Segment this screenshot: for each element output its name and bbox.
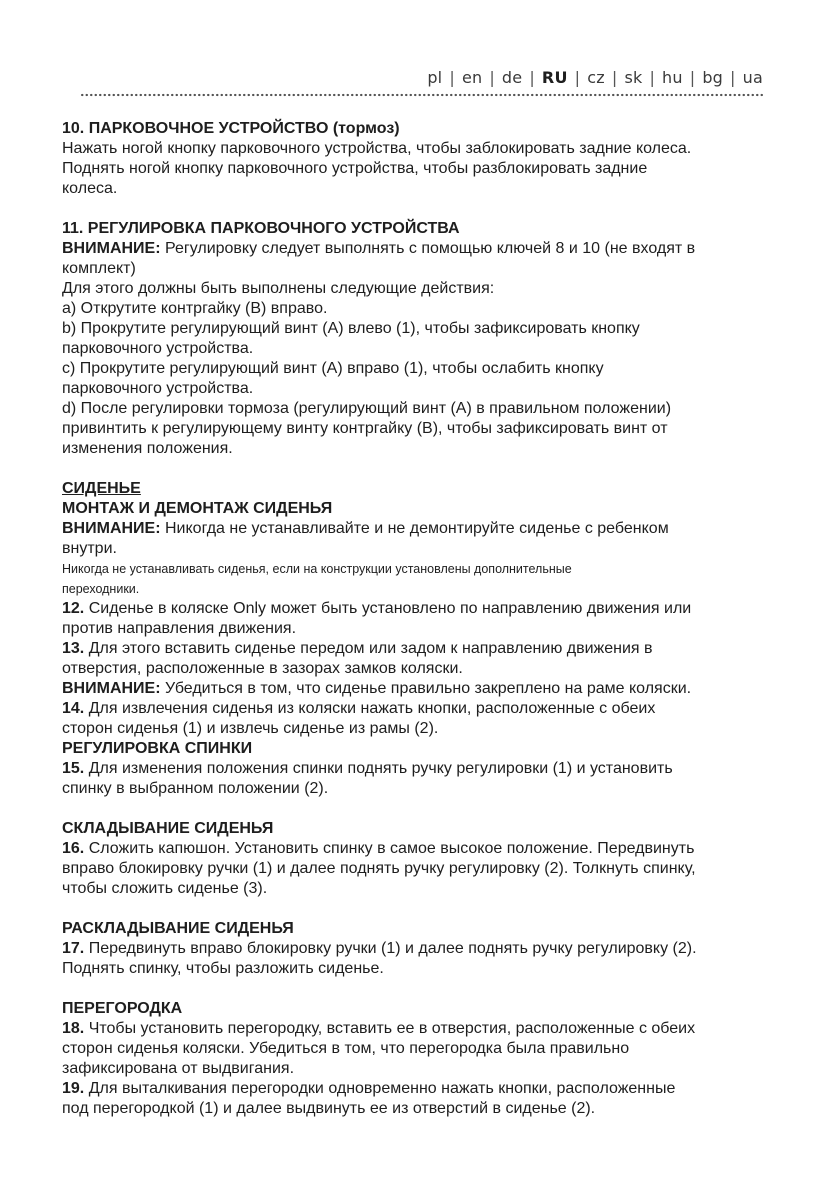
text-line: сторон сиденья (1) и извлечь сиденье из рамы (2). (62, 720, 439, 737)
language-switcher: pl | en | de | RU | cz | sk | hu | bg | ua (427, 68, 763, 87)
step-number: 12. (62, 600, 85, 617)
step-text: Для выталкивания перегородки одновременно нажать кнопки, расположенные (88, 1080, 676, 1097)
paragraph-18 (62, 1019, 782, 1039)
heading-fold-seat: СКЛАДЫВАНИЕ СИДЕНЬЯ (62, 820, 274, 837)
warning-label: ВНИМАНИЕ: (62, 680, 161, 697)
step-number: 14. (62, 700, 85, 717)
step-d: d) После регулировки тормоза (регулирующий винт (A) в правильном положении) (62, 400, 672, 417)
warning-label: ВНИМАНИЕ: (62, 240, 161, 257)
step-number: 17. (62, 940, 85, 957)
step-b: b) Прокрутите регулирующий винт (A) влево (1), чтобы зафиксировать кнопку (62, 320, 640, 337)
text-line: чтобы сложить сиденье (3). (62, 880, 268, 897)
paragraph-13 (62, 639, 782, 659)
paragraph-12 (62, 599, 782, 619)
step-text: Передвинуть вправо блокировку ручки (1) и далее поднять ручку регулировку (2). (88, 940, 697, 957)
lang-ru-active[interactable]: RU (541, 68, 568, 87)
text-line: против направления движения. (62, 620, 297, 637)
warning-label: ВНИМАНИЕ: (62, 520, 161, 537)
text-line: парковочного устройства. (62, 380, 254, 397)
section-bumper-bar (62, 999, 782, 1119)
lang-pl[interactable]: pl (427, 68, 443, 87)
text-line: Нажать ногой кнопку парковочного устройства, чтобы заблокировать задние колеса. (62, 140, 692, 157)
section-parking-device (62, 119, 782, 199)
lang-bg[interactable]: bg (702, 68, 724, 87)
content (62, 119, 782, 1119)
step-number: 19. (62, 1080, 85, 1097)
lang-en[interactable]: en (461, 68, 483, 87)
step-text: Сложить капюшон. Установить спинку в самое высокое положение. Передвинуть (88, 840, 695, 857)
heading-parking-device: 10. ПАРКОВОЧНОЕ УСТРОЙСТВО (тормоз) (62, 120, 400, 137)
step-number: 16. (62, 840, 85, 857)
step-a: a) Открутите контргайку (B) вправо. (62, 300, 328, 317)
step-number: 13. (62, 640, 85, 657)
step-number: 18. (62, 1020, 85, 1037)
paragraph-17 (62, 939, 782, 959)
lang-ua[interactable]: ua (742, 68, 763, 87)
text-line: под перегородкой (1) и далее выдвинуть ее из отверстий в сиденье (2). (62, 1100, 596, 1117)
step-text: Сиденье в коляске Only может быть установлено по направлению движения или (88, 600, 692, 617)
text-line: Поднять спинку, чтобы разложить сиденье. (62, 960, 384, 977)
heading-bumper-bar: ПЕРЕГОРОДКА (62, 1000, 183, 1017)
section-backrest (62, 739, 782, 799)
step-number: 15. (62, 760, 85, 777)
note-line: Никогда не устанавливать сиденья, если на конструкции установлены дополнительные (62, 562, 572, 576)
section-unfold-seat (62, 919, 782, 979)
section-seat (62, 479, 782, 739)
paragraph-15 (62, 759, 782, 779)
dotted-divider (80, 93, 764, 97)
warning-line (62, 239, 782, 259)
step-text: Чтобы установить перегородку, вставить ее в отверстия, расположенные с обеих (88, 1020, 696, 1037)
paragraph-14 (62, 699, 782, 719)
text-line: спинку в выбранном положении (2). (62, 780, 329, 797)
step-text: Для изменения положения спинки поднять ручку регулировки (1) и установить (88, 760, 673, 777)
text-line: колеса. (62, 180, 118, 197)
warning-text: Регулировку следует выполнять с помощью ключей 8 и 10 (не входят в (165, 240, 696, 257)
text-line: Для этого должны быть выполнены следующие действия: (62, 280, 495, 297)
text-line: отверстия, расположенные в зазорах замков коляски. (62, 660, 463, 677)
text-line: сторон сиденья коляски. Убедиться в том, что перегородка была правильно (62, 1040, 630, 1057)
warning-text: Убедиться в том, что сиденье правильно закреплено на раме коляски. (165, 680, 692, 697)
section-fold-seat (62, 819, 782, 899)
heading-seat-mounting: МОНТАЖ И ДЕМОНТАЖ СИДЕНЬЯ (62, 500, 333, 517)
step-text: Для извлечения сиденья из коляски нажать кнопки, расположенные с обеих (88, 700, 656, 717)
heading-unfold-seat: РАСКЛАДЫВАНИЕ СИДЕНЬЯ (62, 920, 294, 937)
text-line: привинтить к регулирующему винту контргайку (B), чтобы зафиксировать винт от (62, 420, 668, 437)
text-line: Поднять ногой кнопку парковочного устройства, чтобы разблокировать задние (62, 160, 648, 177)
paragraph-16 (62, 839, 782, 859)
lang-sk[interactable]: sk (624, 68, 643, 87)
text-line: комплект) (62, 260, 136, 277)
text-line: парковочного устройства. (62, 340, 254, 357)
text-line: вправо блокировку ручки (1) и далее поднять ручку регулировку (2). Толкнуть спинку, (62, 860, 696, 877)
section-parking-adjustment (62, 219, 782, 459)
text-line: изменения положения. (62, 440, 233, 457)
heading-backrest: РЕГУЛИРОВКА СПИНКИ (62, 740, 253, 757)
lang-de[interactable]: de (501, 68, 523, 87)
note-line: переходники. (62, 582, 140, 596)
warning-line (62, 519, 782, 539)
step-text: Для этого вставить сиденье передом или задом к направлению движения в (88, 640, 653, 657)
heading-seat: СИДЕНЬЕ (62, 480, 141, 497)
warning-text: Никогда не устанавливайте и не демонтируйте сиденье с ребенком (165, 520, 669, 537)
lang-hu[interactable]: hu (662, 68, 683, 87)
lang-cz[interactable]: cz (587, 68, 605, 87)
text-line: зафиксирована от выдвигания. (62, 1060, 295, 1077)
heading-parking-adjustment: 11. РЕГУЛИРОВКА ПАРКОВОЧНОГО УСТРОЙСТВА (62, 220, 460, 237)
step-c: c) Прокрутите регулирующий винт (A) вправо (1), чтобы ослабить кнопку (62, 360, 604, 377)
paragraph-19 (62, 1079, 782, 1099)
text-line: внутри. (62, 540, 117, 557)
warning-line (62, 679, 782, 699)
